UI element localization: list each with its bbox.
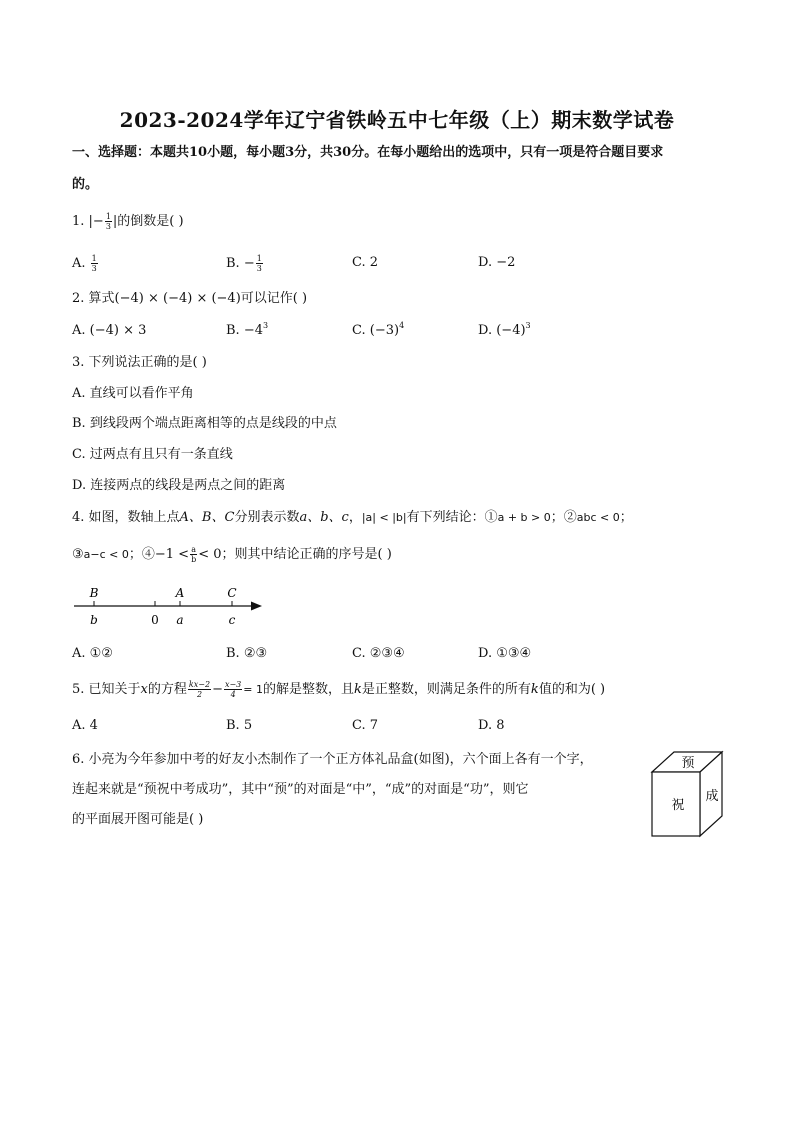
cube-side-char: 成 <box>705 789 719 804</box>
q2-option-a: A. (−4) × 3 <box>72 323 147 338</box>
q4-l1-f: ；② <box>550 510 577 525</box>
q4-l1-h: ； <box>619 510 633 525</box>
number-line-figure <box>70 584 270 632</box>
q5-var-k: k <box>354 682 362 697</box>
q5-eq: = 1 <box>243 683 263 696</box>
q4-fraction <box>190 545 197 564</box>
q1-prefix: 1. |− <box>72 214 104 229</box>
question-6-line2: 连起来就是“预祝中考成功”，其中“预”的对面是“中”，“成”的对面是“功”，则它 <box>72 782 529 797</box>
number-line-arrow-icon <box>251 602 262 611</box>
q1-a-label: A. <box>72 256 86 271</box>
q2-d-base: D. (−4) <box>478 323 526 338</box>
question-6-line3: 的平面展开图可能是( ) <box>72 812 204 827</box>
question-2-stem: 2. 算式(−4) × (−4) × (−4)可以记作( ) <box>72 291 308 306</box>
question-4-line1 <box>72 509 633 527</box>
cube-top-char: 预 <box>681 756 695 771</box>
q2-option-d <box>478 322 531 340</box>
q1-b-num: 1 <box>256 254 262 263</box>
q5-prefix: 5. 已知关于 <box>72 682 141 697</box>
cube-front-char: 祝 <box>671 798 685 813</box>
q5-option-c: C. 7 <box>352 718 379 733</box>
q1-suffix: |的倒数是( ) <box>112 214 184 229</box>
value-label-c: c <box>228 613 236 627</box>
q1-b-den: 3 <box>256 264 262 273</box>
question-5-stem <box>72 680 605 699</box>
q5-mid3: 是正整数，则满足条件的所有 <box>361 682 531 697</box>
q1-a-fraction <box>91 254 98 273</box>
q5-suffix: 值的和为( ) <box>538 682 606 697</box>
q4-l1-cond: |a| < |b| <box>361 511 407 524</box>
q1-option-c: C. 2 <box>352 255 379 270</box>
point-label-B: B <box>89 586 99 600</box>
q4-l2-a: ③ <box>72 547 84 562</box>
q5-fraction-1 <box>188 680 211 699</box>
q5-f2-num: x−3 <box>224 680 242 689</box>
q4-l1-g: abc < 0 <box>576 511 620 524</box>
q1-b-label: B. − <box>226 256 255 271</box>
q1-option-b <box>226 254 264 273</box>
q4-l1-points: A、B、C <box>179 510 235 525</box>
question-6-line1: 6. 小亮为今年参加中考的好友小杰制作了一个正方体礼品盒(如图)，六个面上各有一个字， <box>72 752 593 767</box>
q4-frac-num: a <box>191 545 197 554</box>
q2-c-base: C. (−3) <box>352 323 400 338</box>
q1-frac-den: 3 <box>105 222 111 231</box>
q4-l1-d: 有下列结论：① <box>406 510 498 525</box>
q2-c-exp: 4 <box>399 321 405 330</box>
q2-b-exp: 3 <box>262 321 269 330</box>
q5-var-k2: k <box>530 682 539 697</box>
q2-d-exp: 3 <box>525 321 531 330</box>
q3-option-d: D. 连接两点的线段是两点之间的距离 <box>72 478 286 493</box>
q1-a-num: 1 <box>91 254 97 263</box>
q2-option-b <box>226 322 268 340</box>
q4-l2-d: < 0；则其中结论正确的序号是( ) <box>198 547 392 562</box>
q2-b-base: B. −4 <box>226 323 263 338</box>
q4-frac-den: b <box>191 555 197 564</box>
q4-l2-c: ；④−1 < <box>128 547 190 562</box>
q5-option-a: A. 4 <box>72 718 98 733</box>
point-label-A: A <box>175 586 185 600</box>
value-label-b: b <box>90 613 98 627</box>
q5-f1-den: 2 <box>196 690 203 699</box>
q5-f1-num: kx−2 <box>188 680 211 689</box>
q3-option-b: B. 到线段两个端点距离相等的点是线段的中点 <box>72 416 337 431</box>
question-4-line2 <box>72 545 392 564</box>
q1-b-fraction <box>256 254 263 273</box>
q4-l1-a: 4. 如图，数轴上点 <box>72 510 180 525</box>
q5-option-b: B. 5 <box>226 718 253 733</box>
q4-option-b: B. ②③ <box>226 646 268 661</box>
q2-option-c <box>352 322 404 340</box>
q5-var-x: x <box>140 682 148 697</box>
q5-mid2: 的解是整数，且 <box>263 682 355 697</box>
q4-l1-b: 分别表示数 <box>234 510 300 525</box>
q4-l1-e: a + b > 0 <box>497 511 551 524</box>
q4-option-c: C. ②③④ <box>352 646 405 661</box>
section-heading-line2: 的。 <box>72 177 99 192</box>
q5-mid1: 的方程 <box>147 682 187 697</box>
question-3-stem: 3. 下列说法正确的是( ) <box>72 355 207 370</box>
question-1-stem <box>72 212 184 231</box>
cube-figure <box>648 748 724 840</box>
q1-a-den: 3 <box>91 264 97 273</box>
value-label-zero: 0 <box>151 613 159 627</box>
section-heading-line1: 一、选择题：本题共10小题，每小题3分，共30分。在每小题给出的选项中，只有一项是符合题目要求 <box>72 145 664 160</box>
q5-f2-den: 4 <box>230 690 236 699</box>
q4-l1-vars: a、b、c <box>299 510 349 525</box>
q1-fraction <box>105 212 112 231</box>
point-label-C: C <box>227 586 237 600</box>
value-label-a: a <box>176 613 184 627</box>
q3-option-a: A. 直线可以看作平角 <box>72 386 194 401</box>
q3-option-c: C. 过两点有且只有一条直线 <box>72 447 233 462</box>
q4-option-a: A. ①② <box>72 646 113 661</box>
q4-l2-b: a−c < 0 <box>83 548 129 561</box>
page-title: 2023-2024学年辽宁省铁岭五中七年级（上）期末数学试卷 <box>119 108 675 132</box>
q1-frac-num: 1 <box>105 212 111 221</box>
q1-option-a <box>72 254 99 273</box>
q5-fraction-2 <box>224 680 242 699</box>
q5-minus: − <box>212 682 223 697</box>
q1-option-d: D. −2 <box>478 255 516 270</box>
q5-option-d: D. 8 <box>478 718 505 733</box>
q4-l1-c: ， <box>348 510 362 525</box>
q4-option-d: D. ①③④ <box>478 646 532 661</box>
